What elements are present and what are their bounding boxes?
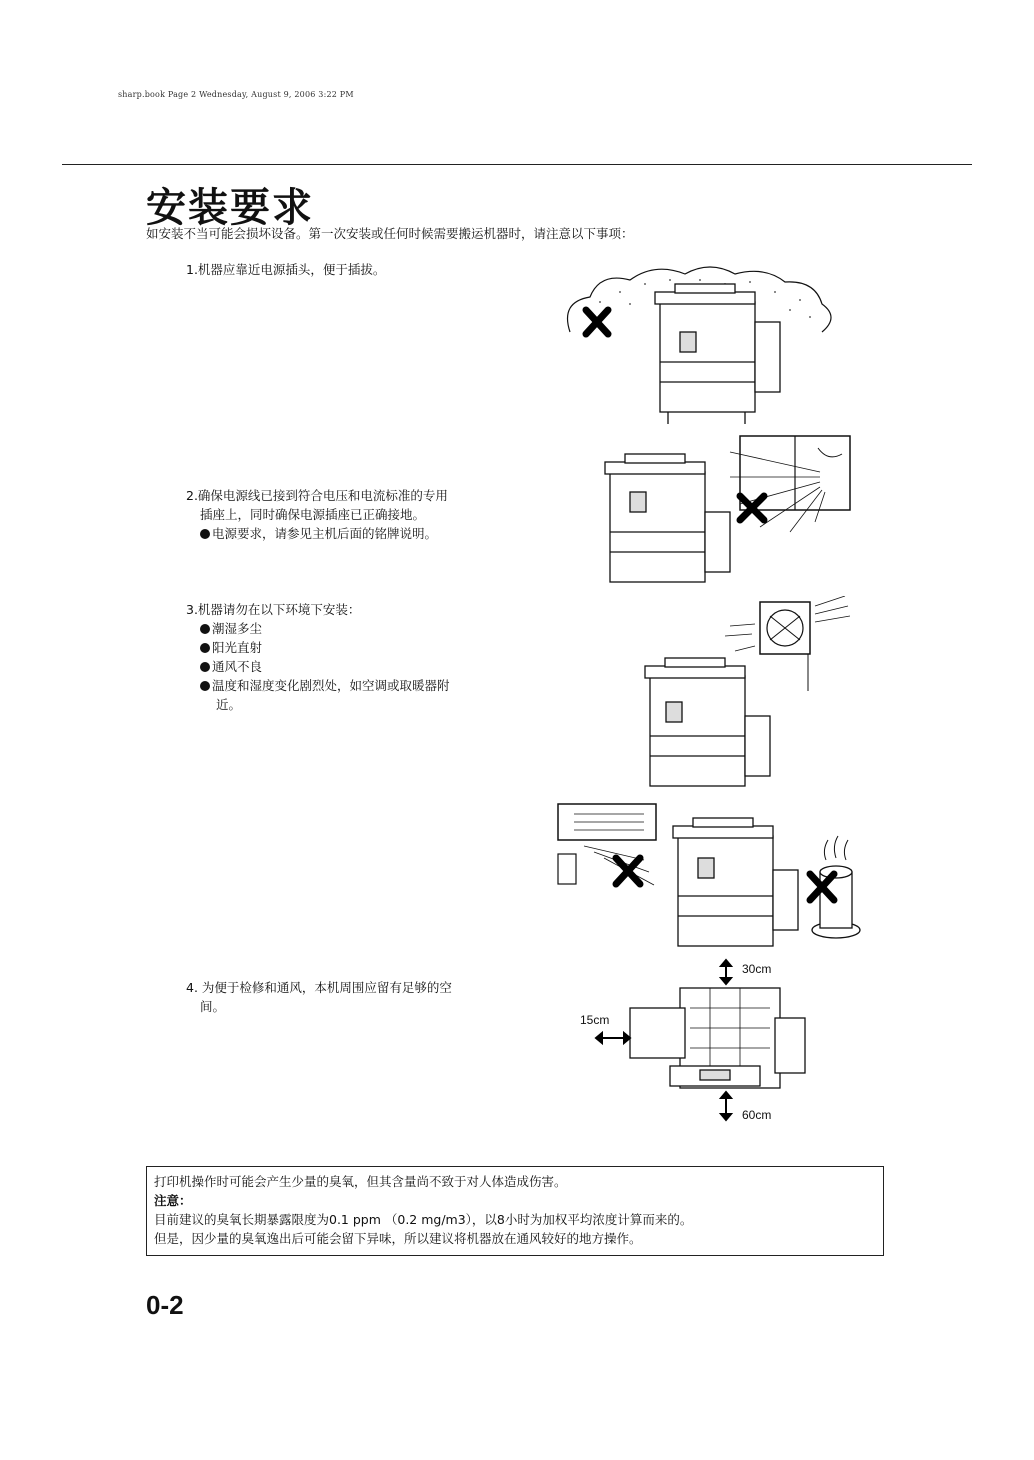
clearance-bottom-label: 60cm [742, 1108, 772, 1122]
note-line-1: 打印机操作时可能会产生少量的臭氧，但其含量尚不致于对人体造成伤害。 [154, 1174, 567, 1189]
note-line-3: 目前建议的臭氧长期暴露限度为0.1 ppm （0.2 mg/m3），以8小时为加权平均浓度计算而来的。 [154, 1212, 693, 1227]
item-4 [186, 978, 452, 1016]
intro-text: 如安装不当可能会损坏设备。第一次安装或任何时候需要搬运机器时，请注意以下事项： [146, 226, 634, 241]
item-2-line-2: 插座上，同时确保电源插座已正确接地。 [200, 507, 426, 522]
item-1-text: 1.机器应靠近电源插头，便于插拔。 [186, 262, 386, 277]
bullet-icon [200, 662, 210, 672]
header-rule [62, 164, 972, 165]
item-3-bullet-3: 通风不良 [212, 659, 263, 674]
item-4-line-2: 间。 [200, 999, 226, 1014]
item-3-line-1: 3.机器请勿在以下环境下安装： [186, 602, 361, 617]
item-2-line-1: 2.确保电源线已接到符合电压和电流标准的专用 [186, 488, 448, 503]
page-number: 0-2 [146, 1290, 184, 1320]
illustration-clearance-diagram [590, 958, 820, 1124]
bullet-icon [200, 624, 210, 634]
bullet-icon [200, 643, 210, 653]
bullet-icon [200, 529, 210, 539]
note-label: 注意： [154, 1193, 192, 1208]
item-2-bullet-1: 电源要求，请参见主机后面的铭牌说明。 [212, 526, 438, 541]
clearance-top-label: 30cm [742, 962, 772, 976]
illustration-ac-heater-copier [554, 800, 864, 956]
clearance-side-label: 15cm [580, 1013, 610, 1027]
bullet-icon [200, 681, 210, 691]
item-3 [186, 600, 450, 714]
item-3-bullet-4-cont: 近。 [216, 697, 242, 712]
item-2 [186, 486, 448, 543]
page-header-meta: sharp.book Page 2 Wednesday, August 9, 2006 3:22 PM [118, 90, 354, 99]
item-3-bullet-2: 阳光直射 [212, 640, 263, 655]
illustration-dust-copier [560, 262, 840, 434]
item-3-bullet-4: 温度和湿度变化剧烈处，如空调或取暖器附 [212, 678, 450, 693]
illustration-fan-copier [630, 596, 850, 792]
item-4-line-1: 4. 为便于检修和通风，本机周围应留有足够的空 [186, 980, 452, 995]
item-1 [186, 260, 385, 279]
ozone-note-box [146, 1166, 884, 1256]
item-3-bullet-1: 潮湿多尘 [212, 621, 263, 636]
page-title: 安装要求 [146, 185, 314, 231]
note-line-4: 但是，因少量的臭氧逸出后可能会留下异味，所以建议将机器放在通风较好的地方操作。 [154, 1231, 642, 1246]
illustration-sunlight-copier [590, 432, 860, 592]
